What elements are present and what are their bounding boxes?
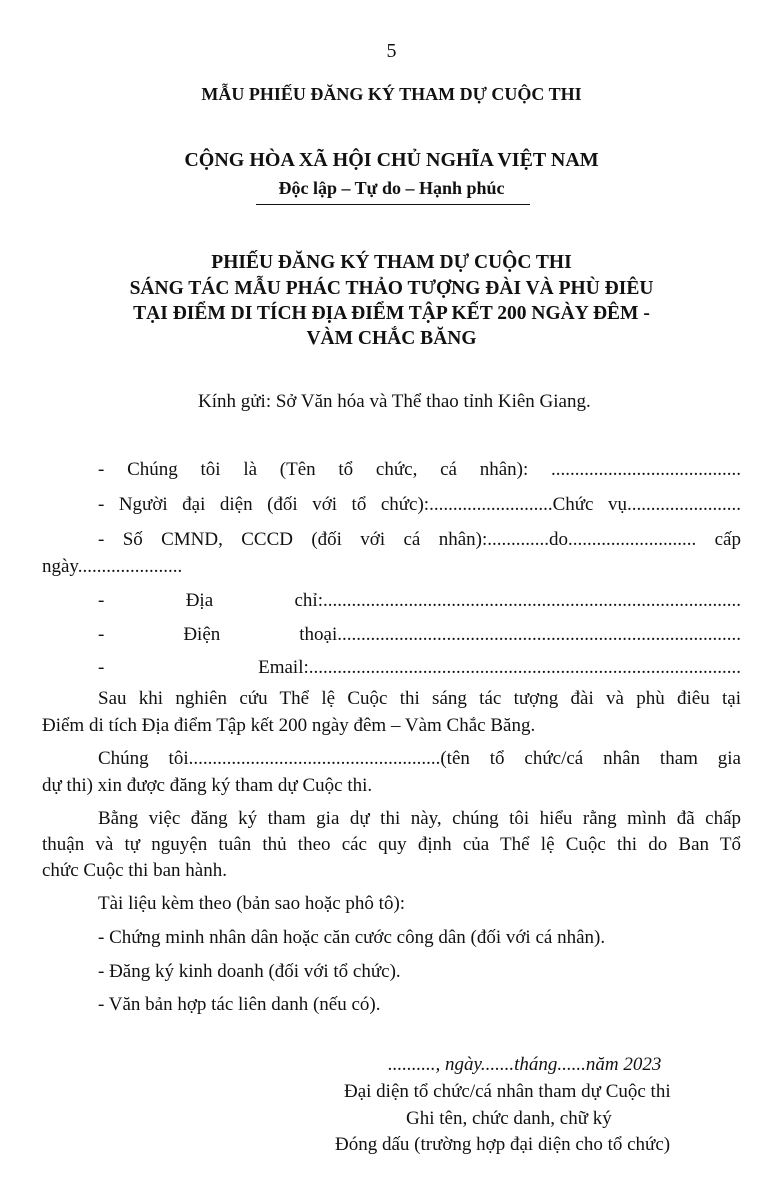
- paragraph-2-line-2: dự thi) xin được đăng ký tham dự Cuộc thi.: [42, 775, 373, 796]
- paragraph-3-line-2: thuận và tự nguyện tuân thủ theo các quy định của Thể lệ Cuộc thi do Ban Tổ: [42, 834, 741, 855]
- signature-line-2: Ghi tên, chức danh, chữ ký: [406, 1108, 612, 1129]
- republic-heading: CỘNG HÒA XÃ HỘI CHỦ NGHĨA VIỆT NAM: [184, 149, 599, 171]
- field-name: - Chúng tôi là (Tên tổ chức, cá nhân): ........................................: [98, 459, 741, 480]
- paragraph-3-line-3: chức Cuộc thi ban hành.: [42, 860, 227, 881]
- form-name: MẪU PHIẾU ĐĂNG KÝ THAM DỰ CUỘC THI: [201, 84, 582, 104]
- paragraph-1-line-2: Điểm di tích Địa điểm Tập kết 200 ngày đêm – Vàm Chắc Băng.: [42, 715, 536, 736]
- recipient-line: Kính gửi: Sở Văn hóa và Thể thao tỉnh Kiên Giang.: [198, 391, 591, 412]
- signature-date: .........., ngày.......tháng......năm 2023: [388, 1054, 662, 1075]
- title-line-4: VÀM CHẮC BĂNG: [306, 328, 477, 349]
- title-line-2: SÁNG TÁC MẪU PHÁC THẢO TƯỢNG ĐÀI VÀ PHÙ ĐIÊU: [129, 278, 654, 299]
- field-id-date: ngày......................: [42, 556, 183, 577]
- signature-line-1: Đại diện tổ chức/cá nhân tham dự Cuộc thi: [344, 1081, 671, 1102]
- title-line-3: TẠI ĐIỂM DI TÍCH ĐỊA ĐIỂM TẬP KẾT 200 NGÀY ĐÊM -: [133, 303, 650, 324]
- paragraph-1-line-1: Sau khi nghiên cứu Thể lệ Cuộc thi sáng tác tượng đài và phù điêu tại: [98, 688, 741, 709]
- paragraph-3-line-1: Bằng việc đăng ký tham gia dự thi này, chúng tôi hiểu rằng mình đã chấp: [98, 808, 741, 829]
- field-email: - Email:...........................................................................................: [98, 657, 741, 678]
- title-line-1: PHIẾU ĐĂNG KÝ THAM DỰ CUỘC THI: [211, 252, 572, 273]
- field-id-number: - Số CMND, CCCD (đối với cá nhân):.............do........................... cấp: [98, 529, 741, 550]
- signature-line-3: Đóng dấu (trường hợp đại diện cho tổ chức): [335, 1134, 671, 1155]
- paragraph-2-line-1: Chúng tôi.....................................................(tên tổ chức/cá nhân tham gia: [98, 748, 741, 769]
- field-address: - Địa chỉ:........................................................................................: [98, 590, 741, 611]
- attachments-heading: Tài liệu kèm theo (bản sao hoặc phô tô):: [98, 893, 406, 914]
- page-number: 5: [386, 40, 397, 62]
- attachment-item: - Chứng minh nhân dân hoặc căn cước công dân (đối với cá nhân).: [98, 927, 606, 948]
- attachment-item: - Văn bản hợp tác liên danh (nếu có).: [98, 994, 381, 1015]
- motto-underline: [256, 204, 530, 205]
- field-representative: - Người đại diện (đối với tổ chức):..........................Chức vụ........................: [98, 494, 741, 515]
- field-phone: - Điện thoại.....................................................................................: [98, 624, 741, 645]
- attachment-item: - Đăng ký kinh doanh (đối với tổ chức).: [98, 961, 401, 982]
- national-motto: Độc lập – Tự do – Hạnh phúc: [278, 178, 505, 198]
